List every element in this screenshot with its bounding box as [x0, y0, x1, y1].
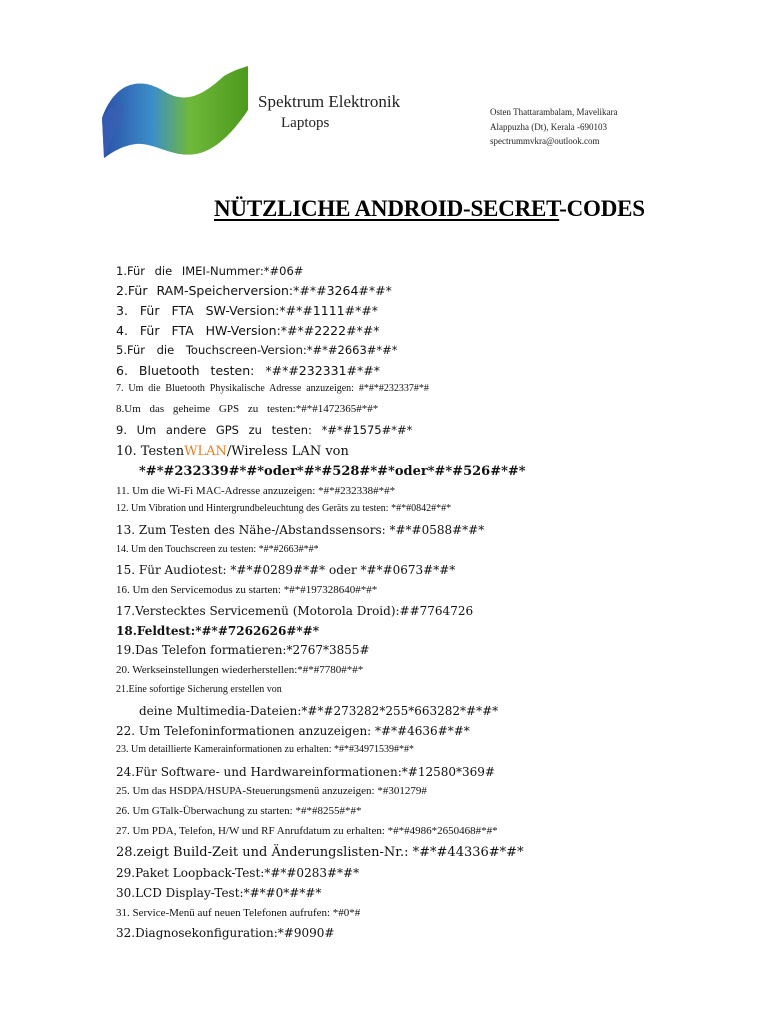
code-line-16: 16. Um den Servicemodus zu starten: *#*#197328640#*#* [116, 584, 378, 596]
company-division: Laptops [281, 115, 330, 131]
code-line-24: 24.Für Software- und Hardwareinformationen:*#12580*369# [116, 765, 495, 779]
code-line-10 [116, 444, 349, 459]
code-line-27: 27. Um PDA, Telefon, H/W und RF Anrufdatum zu erhalten: *#*#4986*2650468#*#* [116, 825, 498, 837]
address-line-1: Osten Thattarambalam, Mavelikara [490, 107, 618, 117]
code-line-8: 8.Um das geheime GPS zu testen:*#*#1472365#*#* [116, 403, 379, 415]
code-line-13: 13. Zum Testen des Nähe-/Abstandssensors: *#*#0588#*#* [116, 523, 485, 537]
code-line-32: 32.Diagnosekonfiguration:*#9090# [116, 926, 335, 940]
code-line-30: 30.LCD Display-Test:*#*#0*#*#* [116, 886, 322, 900]
code-line-4: 4. Für FTA HW-Version:*#*#2222#*#* [116, 323, 380, 338]
code-line-5: 5.Für die Touchscreen-Version:*#*#2663#*#* [116, 343, 398, 357]
document-title [214, 196, 645, 222]
code-line-28: 28.zeigt Build-Zeit und Änderungslisten-Nr.: *#*#44336#*#* [116, 845, 524, 860]
address-line-3: spectrummvkra@outlook.com [490, 136, 600, 146]
code-line-26: 26. Um GTalk-Überwachung zu starten: *#*#8255#*#* [116, 805, 362, 817]
code-line-22: 22. Um Telefoninformationen anzuzeigen: *#*#4636#*#* [116, 724, 470, 738]
code-line-11: 11. Um die Wi-Fi MAC-Adresse anzuzeigen: *#*#232338#*#* [116, 485, 396, 497]
code-line-12: 12. Um Vibration und Hintergrundbeleuchtung des Geräts zu testen: *#*#0842#*#* [116, 503, 452, 514]
company-logo [100, 66, 250, 158]
code-line-1: 1.Für die IMEI-Nummer:*#06# [116, 264, 304, 278]
code-line-17: 17.Verstecktes Servicemenü (Motorola Droid):##7764726 [116, 604, 474, 618]
code-line-18: 18.Feldtest:*#*#7262626#*#* [116, 624, 319, 638]
document-title-underlined: NÜTZLICHE ANDROID-SECRET [214, 196, 560, 221]
code-line-19: 19.Das Telefon formatieren:*2767*3855# [116, 643, 370, 657]
code-line-21: 21.Eine sofortige Sicherung erstellen von [116, 684, 282, 695]
code-line-20: 20. Werkseinstellungen wiederherstellen:*#*#7780#*#* [116, 664, 364, 676]
code-line-21-continued: deine Multimedia-Dateien:*#*#273282*255*663282*#*#* [139, 704, 499, 718]
code-line-10-suffix: /Wireless LAN von [226, 444, 349, 459]
company-name: Spektrum Elektronik [258, 92, 401, 111]
code-line-7: 7. Um die Bluetooth Physikalische Adresse anzuzeigen: #*#*#232337#*# [116, 383, 429, 394]
code-line-29: 29.Paket Loopback-Test:*#*#0283#*#* [116, 866, 360, 880]
code-line-10-prefix: 10. Testen [116, 444, 185, 459]
code-line-10-codes: *#*#232339#*#*oder*#*#528#*#*oder*#*#526#*#* [139, 464, 526, 479]
code-line-15: 15. Für Audiotest: *#*#0289#*#* oder *#*#0673#*#* [116, 563, 456, 577]
code-line-31: 31. Service-Menü auf neuen Telefonen aufrufen: *#0*# [116, 907, 361, 919]
code-line-14: 14. Um den Touchscreen zu testen: *#*#2663#*#* [116, 544, 319, 555]
code-line-3: 3. Für FTA SW-Version:*#*#1111#*#* [116, 303, 379, 318]
code-line-9: 9. Um andere GPS zu testen: *#*#1575#*#* [116, 423, 413, 437]
document-title-rest: -CODES [559, 196, 645, 221]
wlan-highlight: WLAN [184, 444, 227, 459]
code-line-6: 6. Bluetooth testen: *#*#232331#*#* [116, 363, 380, 378]
code-line-23: 23. Um detaillierte Kamerainformationen zu erhalten: *#*#34971539#*#* [116, 744, 414, 755]
code-line-2: 2.Für RAM-Speicherversion:*#*#3264#*#* [116, 283, 392, 298]
address-line-2: Alappuzha (Dt), Kerala -690103 [490, 122, 607, 132]
code-line-25: 25. Um das HSDPA/HSUPA-Steuerungsmenü anzuzeigen: *#301279# [116, 785, 427, 797]
